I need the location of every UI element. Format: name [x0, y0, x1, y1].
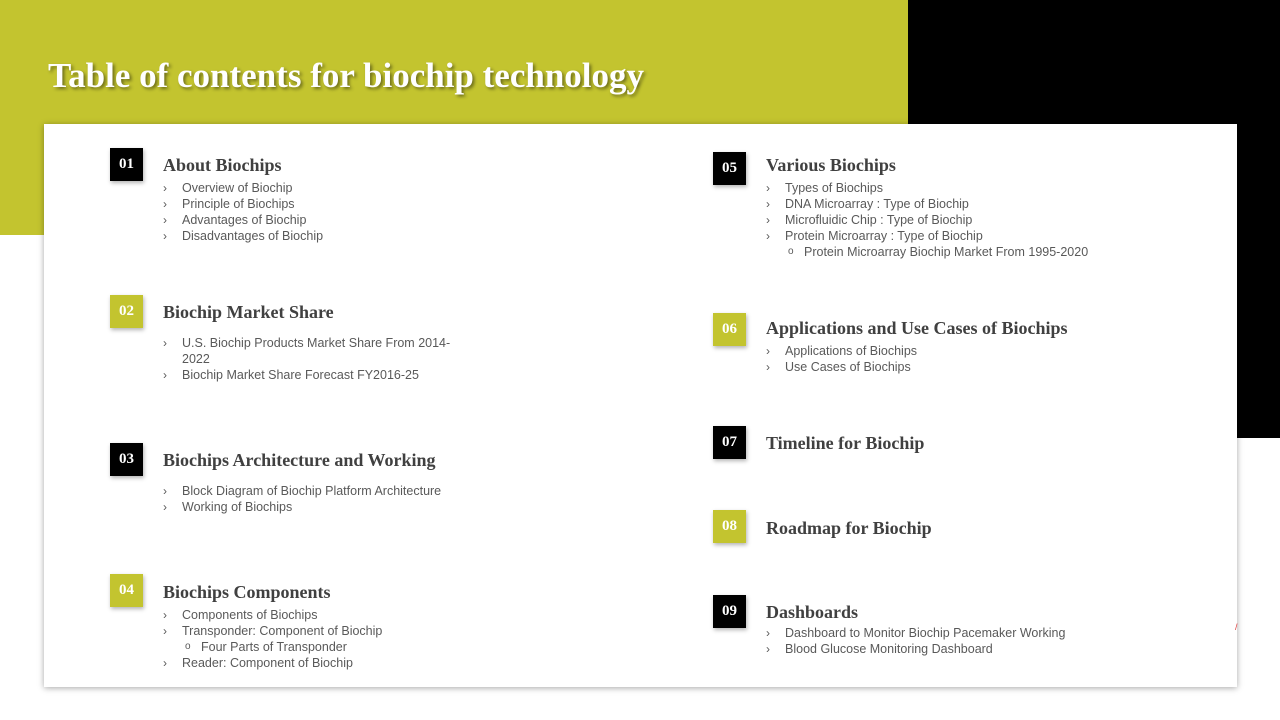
chevron-right-icon: ›: [766, 181, 770, 195]
chevron-right-icon: ›: [766, 213, 770, 227]
list-item[interactable]: › Block Diagram of Biochip Platform Architecture: [163, 484, 442, 498]
list-item[interactable]: › Components of Biochips: [163, 608, 318, 622]
section-06-number: 06: [713, 313, 746, 346]
chevron-right-icon: ›: [163, 484, 167, 498]
section-04-number: 04: [110, 574, 143, 607]
list-item[interactable]: › Reader: Component of Biochip: [163, 656, 353, 670]
list-item[interactable]: › Applications of Biochips: [766, 344, 918, 358]
section-03-title[interactable]: Biochips Architecture and Working: [163, 450, 436, 470]
circle-bullet-icon: o: [788, 246, 794, 257]
list-item[interactable]: › Working of Biochips: [163, 500, 293, 514]
chevron-right-icon: ›: [163, 213, 167, 227]
list-item[interactable]: › Dashboard to Monitor Biochip Pacemaker Working: [766, 626, 1066, 640]
list-subitem[interactable]: o Four Parts of Transponder: [185, 640, 347, 654]
chevron-right-icon: ›: [163, 181, 167, 195]
page-title: Table of contents for biochip technology: [48, 56, 645, 95]
list-item[interactable]: › Protein Microarray : Type of Biochip: [766, 229, 983, 243]
list-item[interactable]: › Disadvantages of Biochip: [163, 229, 324, 243]
decorative-mark: /: [1235, 622, 1238, 632]
chevron-right-icon: ›: [163, 608, 167, 622]
list-subitem[interactable]: o Protein Microarray Biochip Market From 1995-2020: [788, 245, 1089, 259]
section-07-title[interactable]: Timeline for Biochip: [766, 433, 925, 453]
section-03-items: [163, 483, 441, 515]
chevron-right-icon: ›: [766, 626, 770, 640]
section-01-items: [163, 180, 323, 244]
chevron-right-icon: ›: [163, 197, 167, 211]
chevron-right-icon: ›: [163, 368, 167, 382]
chevron-right-icon: ›: [163, 336, 167, 350]
section-07-number: 07: [713, 426, 746, 459]
list-item[interactable]: › Overview of Biochip: [163, 181, 293, 195]
section-04-items: [163, 607, 382, 671]
list-item[interactable]: › Use Cases of Biochips: [766, 360, 911, 374]
chevron-right-icon: ›: [163, 656, 167, 670]
section-09-number: 09: [713, 595, 746, 628]
list-item[interactable]: › Biochip Market Share Forecast FY2016-25: [163, 368, 419, 382]
section-02-number: 02: [110, 295, 143, 328]
section-09-title[interactable]: Dashboards: [766, 602, 859, 622]
section-06-items: [766, 343, 917, 375]
chevron-right-icon: ›: [766, 197, 770, 211]
list-item[interactable]: › Transponder: Component of Biochip: [163, 624, 383, 638]
list-item[interactable]: › Advantages of Biochip: [163, 213, 307, 227]
section-05-title[interactable]: Various Biochips: [766, 155, 896, 175]
section-04-title[interactable]: Biochips Components: [163, 582, 331, 602]
chevron-right-icon: ›: [766, 642, 770, 656]
section-03-number: 03: [110, 443, 143, 476]
chevron-right-icon: ›: [163, 229, 167, 243]
section-09-items: [766, 625, 1065, 657]
circle-bullet-icon: o: [185, 641, 191, 652]
section-05-items: [766, 180, 1088, 260]
list-item[interactable]: › Microfluidic Chip : Type of Biochip: [766, 213, 973, 227]
section-02-title[interactable]: Biochip Market Share: [163, 302, 334, 322]
section-01-title[interactable]: About Biochips: [163, 155, 282, 175]
section-01-number: 01: [110, 148, 143, 181]
section-02-items: [163, 335, 452, 383]
list-item[interactable]: › Blood Glucose Monitoring Dashboard: [766, 642, 993, 656]
list-item[interactable]: › Types of Biochips: [766, 181, 883, 195]
section-08-title[interactable]: Roadmap for Biochip: [766, 518, 932, 538]
chevron-right-icon: ›: [766, 229, 770, 243]
chevron-right-icon: ›: [163, 624, 167, 638]
list-item[interactable]: › U.S. Biochip Products Market Share From 2014-2022: [163, 336, 451, 366]
list-item[interactable]: › DNA Microarray : Type of Biochip: [766, 197, 969, 211]
chevron-right-icon: ›: [163, 500, 167, 514]
chevron-right-icon: ›: [766, 344, 770, 358]
section-05-number: 05: [713, 152, 746, 185]
list-item[interactable]: › Principle of Biochips: [163, 197, 295, 211]
section-06-title[interactable]: Applications and Use Cases of Biochips: [766, 318, 1068, 338]
chevron-right-icon: ›: [766, 360, 770, 374]
section-08-number: 08: [713, 510, 746, 543]
